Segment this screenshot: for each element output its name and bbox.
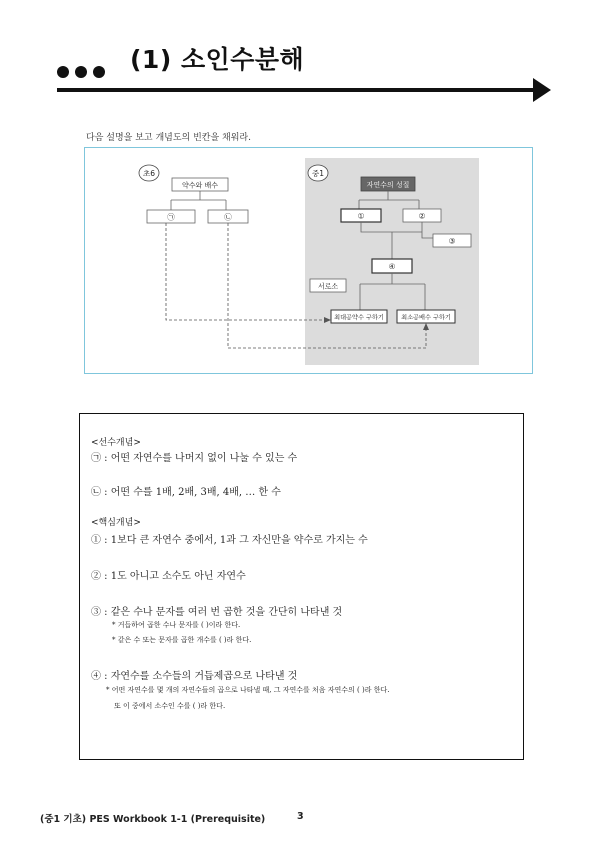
header-rule [57, 88, 537, 92]
page-number: 3 [297, 811, 304, 822]
svg-text:최소공배수 구하기: 최소공배수 구하기 [401, 314, 451, 322]
core-3: ③ : 같은 수나 문자를 여러 번 곱한 것을 간단히 나타낸 것 [91, 607, 343, 618]
blank-1-node [341, 209, 381, 222]
svg-text:약수와 배수: 약수와 배수 [181, 181, 219, 190]
footer-workbook-title: (중1 기초) PES Workbook 1-1 (Prerequisite) [40, 814, 266, 825]
page-title: (1) 소인수분해 [130, 45, 305, 74]
prerequisite-b: ㉡ : 어떤 수를 1배, 2배, 3배, 4배, … 한 수 [91, 487, 281, 498]
prerequisite-heading: <선수개념> [91, 438, 141, 448]
concept-diagram [84, 147, 533, 374]
svg-text:②: ② [418, 211, 426, 221]
blank-b-node [208, 210, 248, 223]
grade7-badge [308, 165, 328, 181]
core-1: ① : 1보다 큰 자연수 중에서, 1과 그 자신만을 약수로 가지는 수 [91, 535, 368, 546]
core-heading: <핵심개념> [91, 518, 141, 528]
concept-explanation-box [79, 413, 524, 760]
core-3-note-a: * 거듭하여 곱한 수나 문자를 ( )이라 한다. [112, 621, 241, 629]
grade6-badge [139, 165, 159, 181]
coprime-node [310, 279, 346, 292]
natural-number-node [361, 177, 415, 191]
core-4-note-b: 또 이 중에서 소수인 수를 ( )라 한다. [114, 702, 226, 710]
blank-3-node [433, 234, 471, 247]
svg-text:㉠: ㉠ [167, 212, 175, 222]
core-4: ④ : 자연수를 소수들의 거듭제곱으로 나타낸 것 [91, 671, 298, 682]
svg-text:중1: 중1 [311, 169, 325, 178]
arrow-right-icon [533, 78, 551, 102]
core-3-note-b: * 같은 수 또는 문자를 곱한 개수를 ( )라 한다. [112, 636, 252, 644]
divisor-multiple-node [172, 178, 228, 191]
core-2: ② : 1도 아니고 소수도 아닌 자연수 [91, 571, 246, 582]
lcm-node [397, 310, 455, 323]
prerequisite-a: ㉠ : 어떤 자연수를 나머지 없이 나눌 수 있는 수 [91, 453, 298, 464]
svg-text:③: ③ [448, 236, 456, 246]
core-4-note-a: * 어떤 자연수를 몇 개의 자연수들의 곱으로 나타낼 때, 그 자연수를 처음 자연수의 ( )라 한다. [106, 686, 390, 694]
blank-2-node [403, 209, 441, 222]
svg-text:초6: 초6 [142, 169, 156, 178]
svg-text:④: ④ [388, 262, 396, 271]
svg-text:㉡: ㉡ [224, 212, 232, 222]
blank-4-node [372, 259, 412, 273]
svg-text:최대공약수 구하기: 최대공약수 구하기 [334, 314, 384, 322]
svg-text:①: ① [357, 211, 365, 221]
instruction-text: 다음 설명을 보고 개념도의 빈칸을 채워라. [86, 133, 251, 143]
blank-a-node [147, 210, 195, 223]
svg-text:서로소: 서로소 [317, 282, 339, 291]
svg-text:자연수의 성질: 자연수의 성질 [366, 181, 410, 189]
gcd-node [331, 310, 387, 323]
